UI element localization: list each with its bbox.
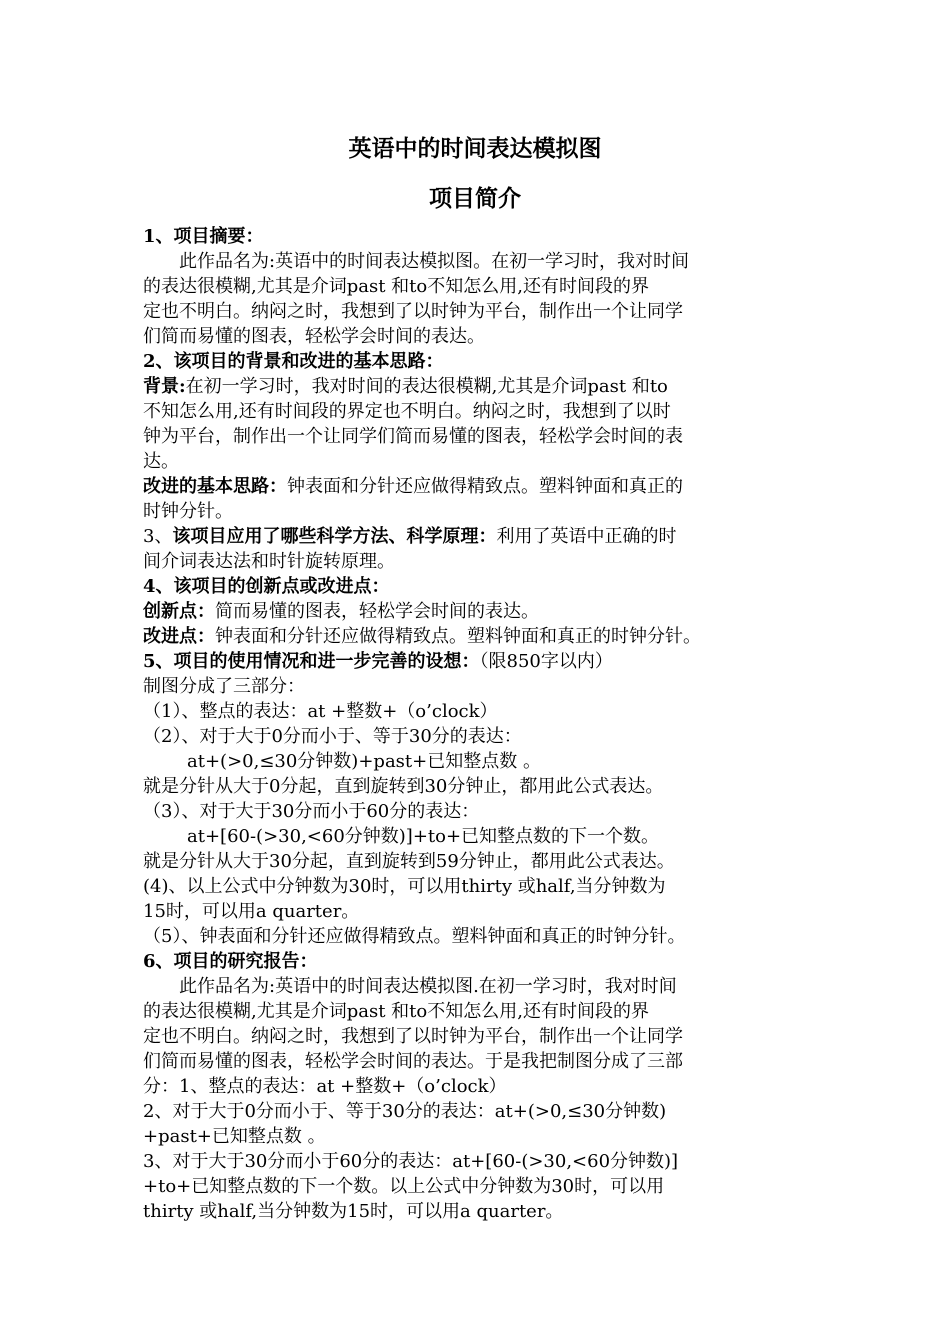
section-4-innovation (143, 599, 823, 624)
section-4-improvement (143, 624, 823, 649)
improvement-label: 改进点： (143, 626, 215, 647)
section-5-line: 就是分针从大于30分起，直到旋转到59分钟止，都用此公式表达。 (143, 851, 675, 872)
idea-text: 钟表面和分针还应做得精致点。塑料钟面和真正的 时钟分针。 (143, 476, 683, 522)
section-6-paragraph: 2、对于大于0分而小于、等于30分的表达：at+(>0,≤30分钟数) +past+已知整点数 。 (143, 1101, 667, 1147)
section-3 (143, 524, 823, 574)
background-text: 在初一学习时，我对时间的表达很模糊,尤其是介词past 和to 不知怎么用,还有时间段的界定也不明白。纳闷之时，我想到了以时 钟为平台，制作出一个让同学们简而易懂的图表，轻松学会时间的表 达。 (143, 376, 683, 472)
section-6-heading: 6、项目的研究报告： (143, 951, 318, 972)
improvement-text: 钟表面和分针还应做得精致点。塑料钟面和真正的时钟分针。 (215, 626, 701, 647)
section-5-formula: at+[60-(>30,<60分钟数)]+to+已知整点数的下一个数。 (187, 826, 660, 847)
background-label: 背景: (143, 376, 186, 397)
document-title: 英语中的时间表达模拟图 (348, 135, 602, 162)
section-5-line: (4)、以上公式中分钟数为30时，可以用thirty 或half,当分钟数为 15时，可以用a quarter。 (143, 876, 666, 922)
innovation-label: 创新点： (143, 601, 215, 622)
section-3-text: 利用了英语中正确的时 间介词表达法和时针旋转原理。 (143, 526, 677, 572)
idea-label: 改进的基本思路： (143, 476, 287, 497)
section-3-label: 该项目应用了哪些科学方法、科学原理： (172, 526, 497, 547)
section-4-heading: 4、该项目的创新点或改进点： (143, 576, 390, 597)
document-subtitle: 项目简介 (429, 185, 521, 212)
section-5-line: （2）、对于大于0分而小于、等于30分的表达： (143, 726, 522, 747)
section-5-line: （1）、整点的表达：at +整数+（o’clock） (143, 701, 498, 722)
section-5-line: （5）、钟表面和分针还应做得精致点。塑料钟面和真正的时钟分针。 (143, 926, 686, 947)
section-1-heading: 1、项目摘要： (143, 226, 264, 247)
section-6-paragraph: 此作品名为:英语中的时间表达模拟图.在初一学习时，我对时间 的表达很模糊,尤其是介词past 和to不知怎么用,还有时间段的界 定也不明白。纳闷之时，我想到了以时钟为平台，制作出一个让同学 们简而易懂的图表，轻松学会时间的表达。于是我把制图分成了三部 分：1、整点的表达：at +整数+（o’clock） (143, 976, 683, 1097)
section-6-paragraph: 3、对于大于30分而小于60分的表达：at+[60-(>30,<60分钟数)] +to+已知整点数的下一个数。以上公式中分钟数为30时，可以用 thirty 或half,当分钟数为15时，可以用a quarter。 (143, 1151, 679, 1222)
section-5-heading: 5、项目的使用情况和进一步完善的设想：（限850字以内） (143, 651, 613, 672)
section-5-limit: （限850字以内） (479, 651, 613, 672)
section-5-formula: at+(>0,≤30分钟数)+past+已知整点数 。 (187, 751, 541, 772)
section-3-number: 3、 (143, 526, 173, 547)
section-5-line: 制图分成了三部分： (143, 676, 305, 697)
document-body (143, 224, 823, 1224)
section-5-line: 就是分针从大于0分起，直到旋转到30分钟止，都用此公式表达。 (143, 776, 664, 797)
section-2-idea (143, 474, 823, 524)
section-5-line: （3）、对于大于30分而小于60分的表达： (143, 801, 480, 822)
section-2-heading: 2、该项目的背景和改进的基本思路： (143, 351, 444, 372)
section-2-background (143, 374, 823, 474)
section-1-paragraph: 此作品名为:英语中的时间表达模拟图。在初一学习时，我对时间 的表达很模糊,尤其是介词past 和to不知怎么用,还有时间段的界 定也不明白。纳闷之时，我想到了以时钟为平台，制作出一个让同学 们简而易懂的图表，轻松学会时间的表达。 (143, 251, 690, 347)
innovation-text: 简而易懂的图表，轻松学会时间的表达。 (215, 601, 539, 622)
